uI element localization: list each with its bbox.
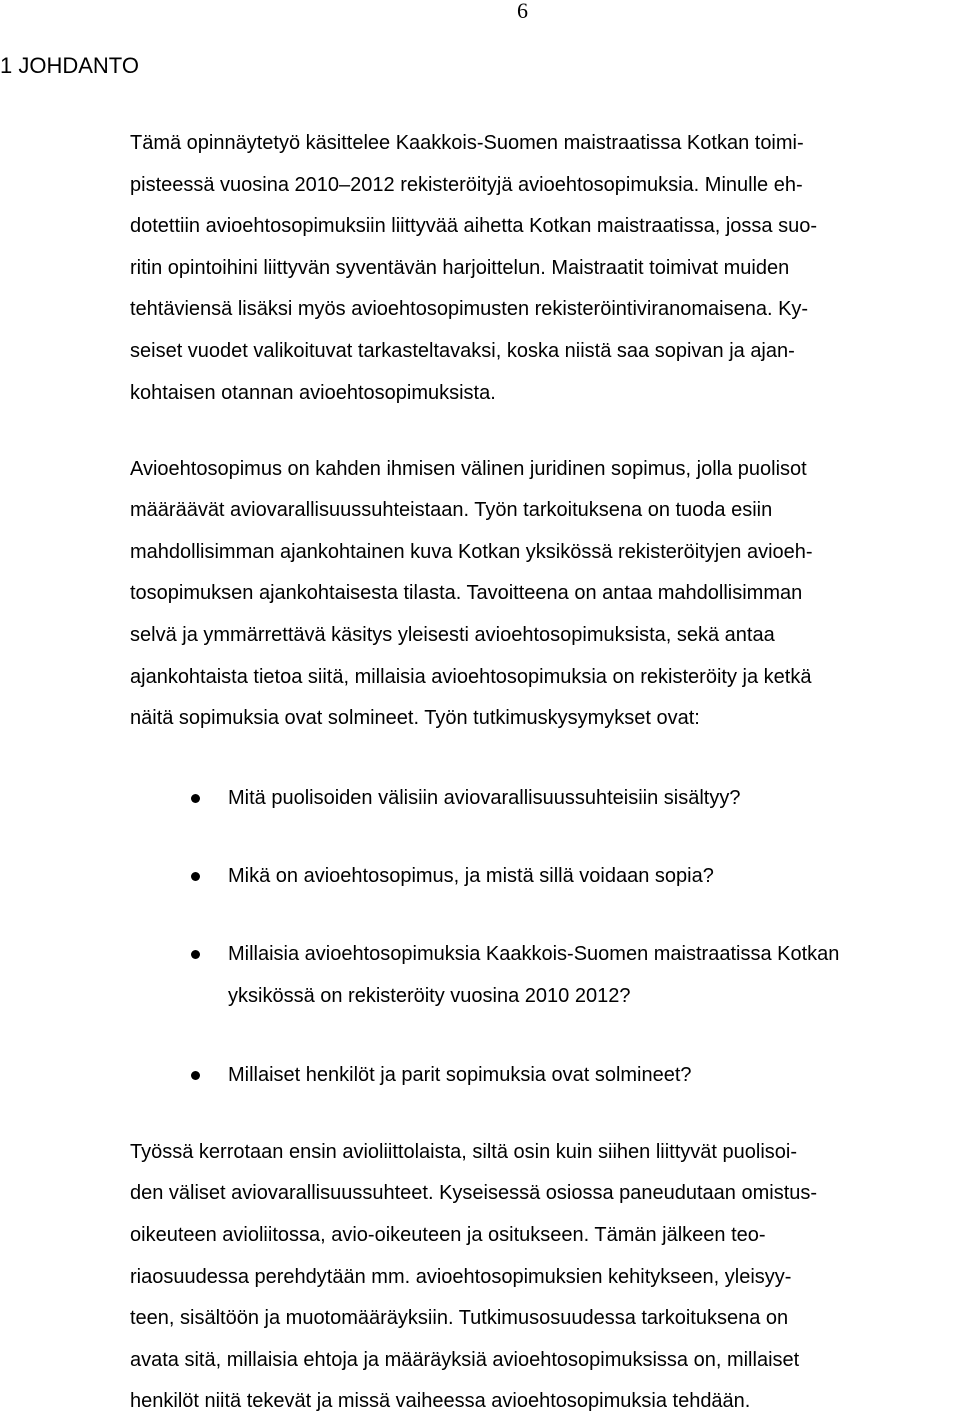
text-line: selvä ja ymmärrettävä käsitys yleisesti avioehtosopimuksista, sekä antaa bbox=[130, 624, 775, 646]
text-line: pisteessä vuosina 2010–2012 rekisteröityjä avioehtosopimuksia. Minulle eh- bbox=[130, 174, 803, 196]
text-line: oikeuteen avioliitossa, avio-oikeuteen ja ositukseen. Tämän jälkeen teo- bbox=[130, 1224, 766, 1246]
page-number: 6 bbox=[517, 0, 528, 23]
bullet-icon bbox=[191, 1071, 200, 1080]
text-line: dotettiin avioehtosopimuksiin liittyvää aihetta Kotkan maistraatissa, jossa suo- bbox=[130, 215, 818, 237]
text-line: näitä sopimuksia ovat solmineet. Työn tutkimuskysymykset ovat: bbox=[130, 707, 700, 729]
list-item-text: Millaisia avioehtosopimuksia Kaakkois-Suomen maistraatissa Kotkan bbox=[228, 943, 840, 965]
text-line: Työssä kerrotaan ensin avioliittolaista, siltä osin kuin siihen liittyvät puolisoi- bbox=[130, 1141, 797, 1163]
bullet-icon bbox=[191, 872, 200, 881]
bullet-icon bbox=[191, 794, 200, 803]
text-line: seiset vuodet valikoituvat tarkasteltavaksi, koska niistä saa sopivan ja ajan- bbox=[130, 340, 795, 362]
list-item-text: yksikössä on rekisteröity vuosina 2010 2012? bbox=[228, 985, 631, 1007]
bullet-icon bbox=[191, 950, 200, 959]
list-item-text: Mitä puolisoiden välisiin aviovarallisuussuhteisiin sisältyy? bbox=[228, 787, 741, 809]
text-line: henkilöt niitä tekevät ja missä vaiheessa avioehtosopimuksia tehdään. bbox=[130, 1390, 751, 1412]
text-line: tosopimuksen ajankohtaisesta tilasta. Tavoitteena on antaa mahdollisimman bbox=[130, 582, 803, 604]
text-line: ritin opintoihini liittyvän syventävän harjoittelun. Maistraatit toimivat muiden bbox=[130, 257, 790, 279]
list-item-text: Mikä on avioehtosopimus, ja mistä sillä voidaan sopia? bbox=[228, 865, 714, 887]
text-line: avata sitä, millaisia ehtoja ja määräyksiä avioehtosopimuksissa on, millaiset bbox=[130, 1349, 800, 1371]
text-line: Avioehtosopimus on kahden ihmisen välinen juridinen sopimus, jolla puolisot bbox=[130, 458, 807, 480]
text-line: riaosuudessa perehdytään mm. avioehtosopimuksien kehitykseen, yleisyy- bbox=[130, 1266, 792, 1288]
text-line: tehtäviensä lisäksi myös avioehtosopimusten rekisteröintiviranomaisena. Ky- bbox=[130, 298, 809, 320]
text-line: määräävät aviovarallisuussuhteistaan. Työn tarkoituksena on tuoda esiin bbox=[130, 499, 773, 521]
text-line: den väliset aviovarallisuussuhteet. Kyseisessä osiossa paneudutaan omistus- bbox=[130, 1182, 818, 1204]
text-line: Tämä opinnäytetyö käsittelee Kaakkois-Suomen maistraatissa Kotkan toimi- bbox=[130, 132, 804, 154]
text-line: teen, sisältöön ja muotomääräyksiin. Tutkimusosuudessa tarkoituksena on bbox=[130, 1307, 789, 1329]
text-line: kohtaisen otannan avioehtosopimuksista. bbox=[130, 382, 496, 404]
text-line: mahdollisimman ajankohtainen kuva Kotkan yksikössä rekisteröityjen avioeh- bbox=[130, 541, 813, 563]
list-item-text: Millaiset henkilöt ja parit sopimuksia ovat solmineet? bbox=[228, 1064, 692, 1086]
text-line: ajankohtaista tietoa siitä, millaisia avioehtosopimuksia on rekisteröity ja ketkä bbox=[130, 666, 812, 688]
chapter-heading: 1 JOHDANTO bbox=[0, 53, 139, 78]
